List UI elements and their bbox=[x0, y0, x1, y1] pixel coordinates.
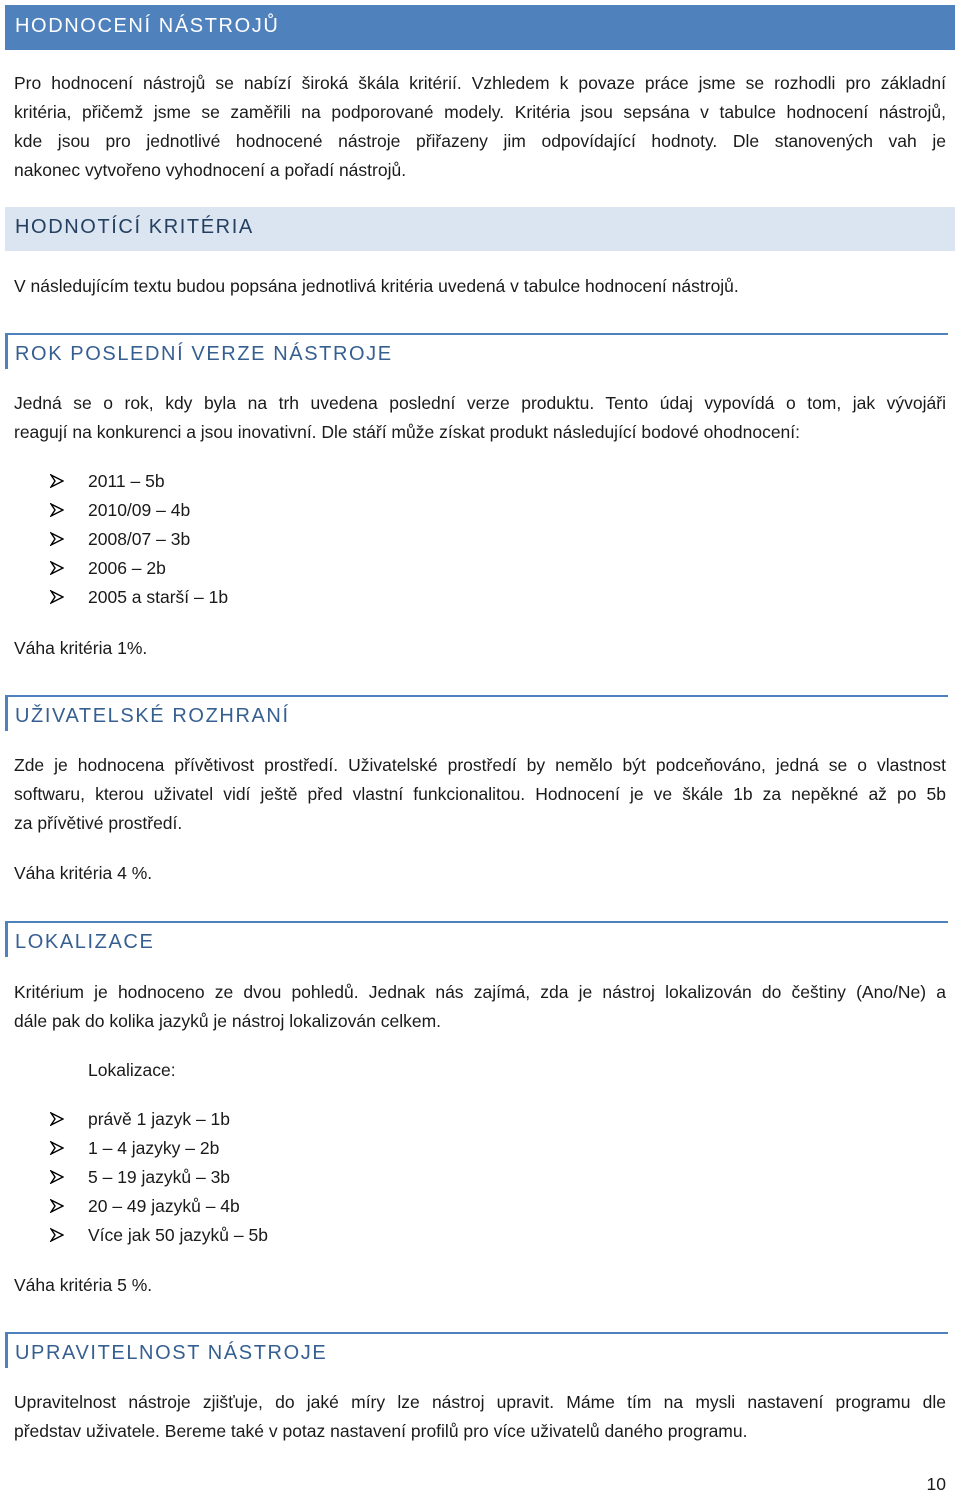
lokalizace-paragraph bbox=[14, 978, 946, 1036]
intro-line: nakonec vytvořeno vyhodnocení a pořadí nástrojů. bbox=[14, 160, 407, 180]
heading-upravitelnost-nastroje: UPRAVITELNOST NÁSTROJE bbox=[5, 1332, 948, 1368]
lokalizace-line: dále pak do kolika jazyků je nástroj lokalizován celkem. bbox=[14, 1011, 442, 1031]
upravitelnost-line: Upravitelnost nástroje zjišťuje, do jaké míry lze nástroj upravit. Máme tím na mysli nastavení programu dle bbox=[14, 1392, 946, 1412]
rok-line: reagují na konkurenci a jsou inovativní. Dle stáří může získat produkt následující bodové ohodnocení: bbox=[14, 422, 801, 442]
list-item bbox=[50, 1221, 268, 1250]
list-item-text: 20 – 49 jazyků – 4b bbox=[88, 1196, 240, 1216]
heading-hodnoceni-nastroju: HODNOCENÍ NÁSTROJŮ bbox=[5, 5, 955, 50]
list-item bbox=[50, 583, 228, 612]
arrow-bullet-icon bbox=[50, 1199, 64, 1213]
arrow-bullet-icon bbox=[50, 474, 64, 488]
rok-paragraph bbox=[14, 389, 946, 447]
lokalizace-list bbox=[50, 1105, 268, 1250]
lokalizace-line: Kritérium je hodnoceno ze dvou pohledů. Jednak nás zajímá, zda je nástroj lokalizován do češtiny (Ano/Ne) a bbox=[14, 982, 946, 1002]
list-item-text: 2011 – 5b bbox=[88, 471, 165, 491]
arrow-bullet-icon bbox=[50, 503, 64, 517]
list-item bbox=[50, 554, 228, 583]
ui-line: softwaru, kterou uživatel vidí ještě před vlastní funkcionalitou. Hodnocení je ve škále 1b za nepěkné až po 5b bbox=[14, 784, 946, 804]
lokalizace-weight: Váha kritéria 5 %. bbox=[14, 1275, 153, 1295]
list-item-text: 2008/07 – 3b bbox=[88, 529, 191, 549]
rok-line: Jedná se o rok, kdy byla na trh uvedena poslední verze produktu. Tento údaj vypovídá o tom, jak vývojáři bbox=[14, 393, 946, 413]
list-item bbox=[50, 1163, 268, 1192]
list-item-text: Více jak 50 jazyků – 5b bbox=[88, 1225, 268, 1245]
intro-paragraph bbox=[14, 69, 946, 185]
list-item bbox=[50, 1192, 268, 1221]
arrow-bullet-icon bbox=[50, 1112, 64, 1126]
ui-paragraph bbox=[14, 751, 946, 838]
heading-hodnotici-kriteria: HODNOTÍCÍ KRITÉRIA bbox=[5, 207, 955, 251]
intro-line: kde jsou pro jednotlivé hodnocené nástroje přiřazeny jim odpovídající hodnoty. Dle stanovených vah je bbox=[14, 131, 946, 151]
ui-weight: Váha kritéria 4 %. bbox=[14, 863, 153, 883]
list-item-text: 2005 a starší – 1b bbox=[88, 587, 229, 607]
rok-weight: Váha kritéria 1%. bbox=[14, 638, 148, 658]
heading-uzivatelske-rozhrani: UŽIVATELSKÉ ROZHRANÍ bbox=[5, 695, 948, 731]
heading-lokalizace: LOKALIZACE bbox=[5, 921, 948, 957]
list-item-text: 5 – 19 jazyků – 3b bbox=[88, 1167, 231, 1187]
list-item-text: 2010/09 – 4b bbox=[88, 500, 191, 520]
list-item bbox=[50, 467, 228, 496]
criteria-intro: V následujícím textu budou popsána jednotlivá kritéria uvedená v tabulce hodnocení nástrojů. bbox=[14, 276, 739, 296]
list-item bbox=[50, 1134, 268, 1163]
intro-line: kritéria, přičemž jsme se zaměřili na podporované modely. Kritéria jsou sepsána v tabulce hodnocení nástrojů, bbox=[14, 102, 946, 122]
arrow-bullet-icon bbox=[50, 561, 64, 575]
arrow-bullet-icon bbox=[50, 532, 64, 546]
list-item bbox=[50, 1105, 268, 1134]
list-item bbox=[50, 496, 228, 525]
list-item-text: 1 – 4 jazyky – 2b bbox=[88, 1138, 220, 1158]
intro-line: Pro hodnocení nástrojů se nabízí široká škála kritérií. Vzhledem k povaze práce jsme se rozhodli pro základní bbox=[14, 73, 946, 93]
lokalizace-sublabel: Lokalizace: bbox=[88, 1060, 176, 1080]
list-item-text: 2006 – 2b bbox=[88, 558, 166, 578]
upravitelnost-paragraph bbox=[14, 1388, 946, 1446]
arrow-bullet-icon bbox=[50, 1141, 64, 1155]
arrow-bullet-icon bbox=[50, 590, 64, 604]
list-item-text: právě 1 jazyk – 1b bbox=[88, 1109, 231, 1129]
ui-line: Zde je hodnocena přívětivost prostředí. Uživatelské prostředí by nemělo být podceňováno, jedná se o vlastnost bbox=[14, 755, 946, 775]
heading-rok-posledni-verze: ROK POSLEDNÍ VERZE NÁSTROJE bbox=[5, 333, 948, 369]
list-item bbox=[50, 525, 228, 554]
arrow-bullet-icon bbox=[50, 1228, 64, 1242]
page-number: 10 bbox=[926, 1474, 946, 1494]
ui-line: za přívětivé prostředí. bbox=[14, 813, 183, 833]
arrow-bullet-icon bbox=[50, 1170, 64, 1184]
upravitelnost-line: představ uživatele. Bereme také v potaz nastavení profilů pro více uživatelů daného programu. bbox=[14, 1421, 748, 1441]
rok-list bbox=[50, 467, 228, 612]
